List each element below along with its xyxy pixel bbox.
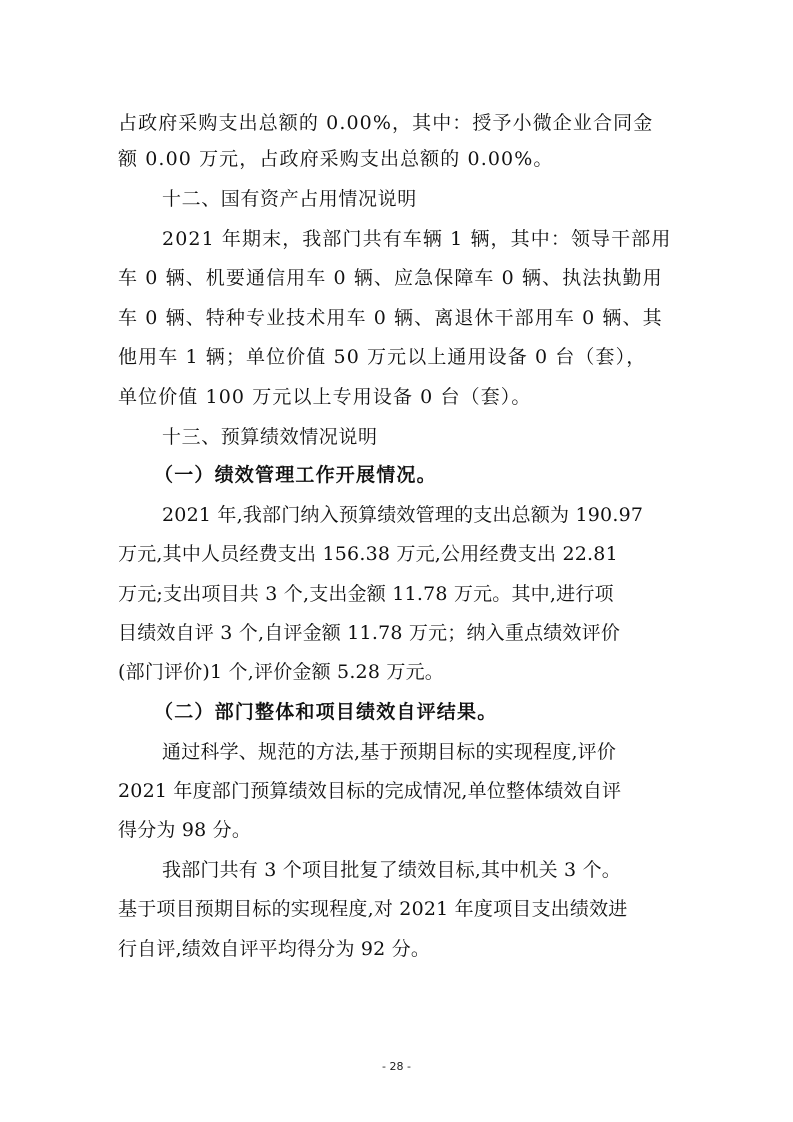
paragraph-line: 2021 年期末，我部门共有车辆 1 辆，其中：领导干部用 xyxy=(162,228,672,250)
paragraph-line: 万元,其中人员经费支出 156.38 万元,公用经费支出 22.81 xyxy=(118,543,618,565)
subsection-heading-2: （二）部门整体和项目绩效自评结果。 xyxy=(154,701,498,723)
page-number: - 28 - xyxy=(382,1060,411,1073)
paragraph-line: 他用车 1 辆；单位价值 50 万元以上通用设备 0 台（套）， xyxy=(118,346,647,368)
paragraph-line: 得分为 98 分。 xyxy=(118,819,252,841)
paragraph-line: 基于项目预期目标的实现程度,对 2021 年度项目支出绩效进 xyxy=(118,898,628,920)
paragraph-line: (部门评价)1 个,评价金额 5.28 万元。 xyxy=(118,661,444,683)
paragraph-line: 占政府采购支出总额的 0.00%，其中：授予小微企业合同金 xyxy=(118,112,654,134)
paragraph-line: 车 0 辆、机要通信用车 0 辆、应急保障车 0 辆、执法执勤用 xyxy=(118,267,663,289)
paragraph-line: 2021 年,我部门纳入预算绩效管理的支出总额为 190.97 xyxy=(162,504,644,526)
paragraph-line: 我部门共有 3 个项目批复了绩效目标,其中机关 3 个。 xyxy=(162,859,621,881)
section-heading-12: 十二、国有资产占用情况说明 xyxy=(162,188,417,210)
subsection-heading-1: （一）绩效管理工作开展情况。 xyxy=(154,464,437,486)
paragraph-line: 额 0.00 万元，占政府采购支出总额的 0.00%。 xyxy=(118,148,554,170)
paragraph-line: 单位价值 100 万元以上专用设备 0 台（套）。 xyxy=(118,386,532,408)
paragraph-line: 通过科学、规范的方法,基于预期目标的实现程度,评价 xyxy=(162,741,617,763)
paragraph-line: 万元;支出项目共 3 个,支出金额 11.78 万元。其中,进行项 xyxy=(118,583,614,605)
paragraph-line: 行自评,绩效自评平均得分为 92 分。 xyxy=(118,938,431,960)
paragraph-line: 2021 年度部门预算绩效目标的完成情况,单位整体绩效自评 xyxy=(118,780,622,802)
paragraph-line: 目绩效自评 3 个,自评金额 11.78 万元；纳入重点绩效评价 xyxy=(118,622,621,644)
section-heading-13: 十三、预算绩效情况说明 xyxy=(162,426,378,448)
paragraph-line: 车 0 辆、特种专业技术用车 0 辆、离退休干部用车 0 辆、其 xyxy=(118,307,663,329)
